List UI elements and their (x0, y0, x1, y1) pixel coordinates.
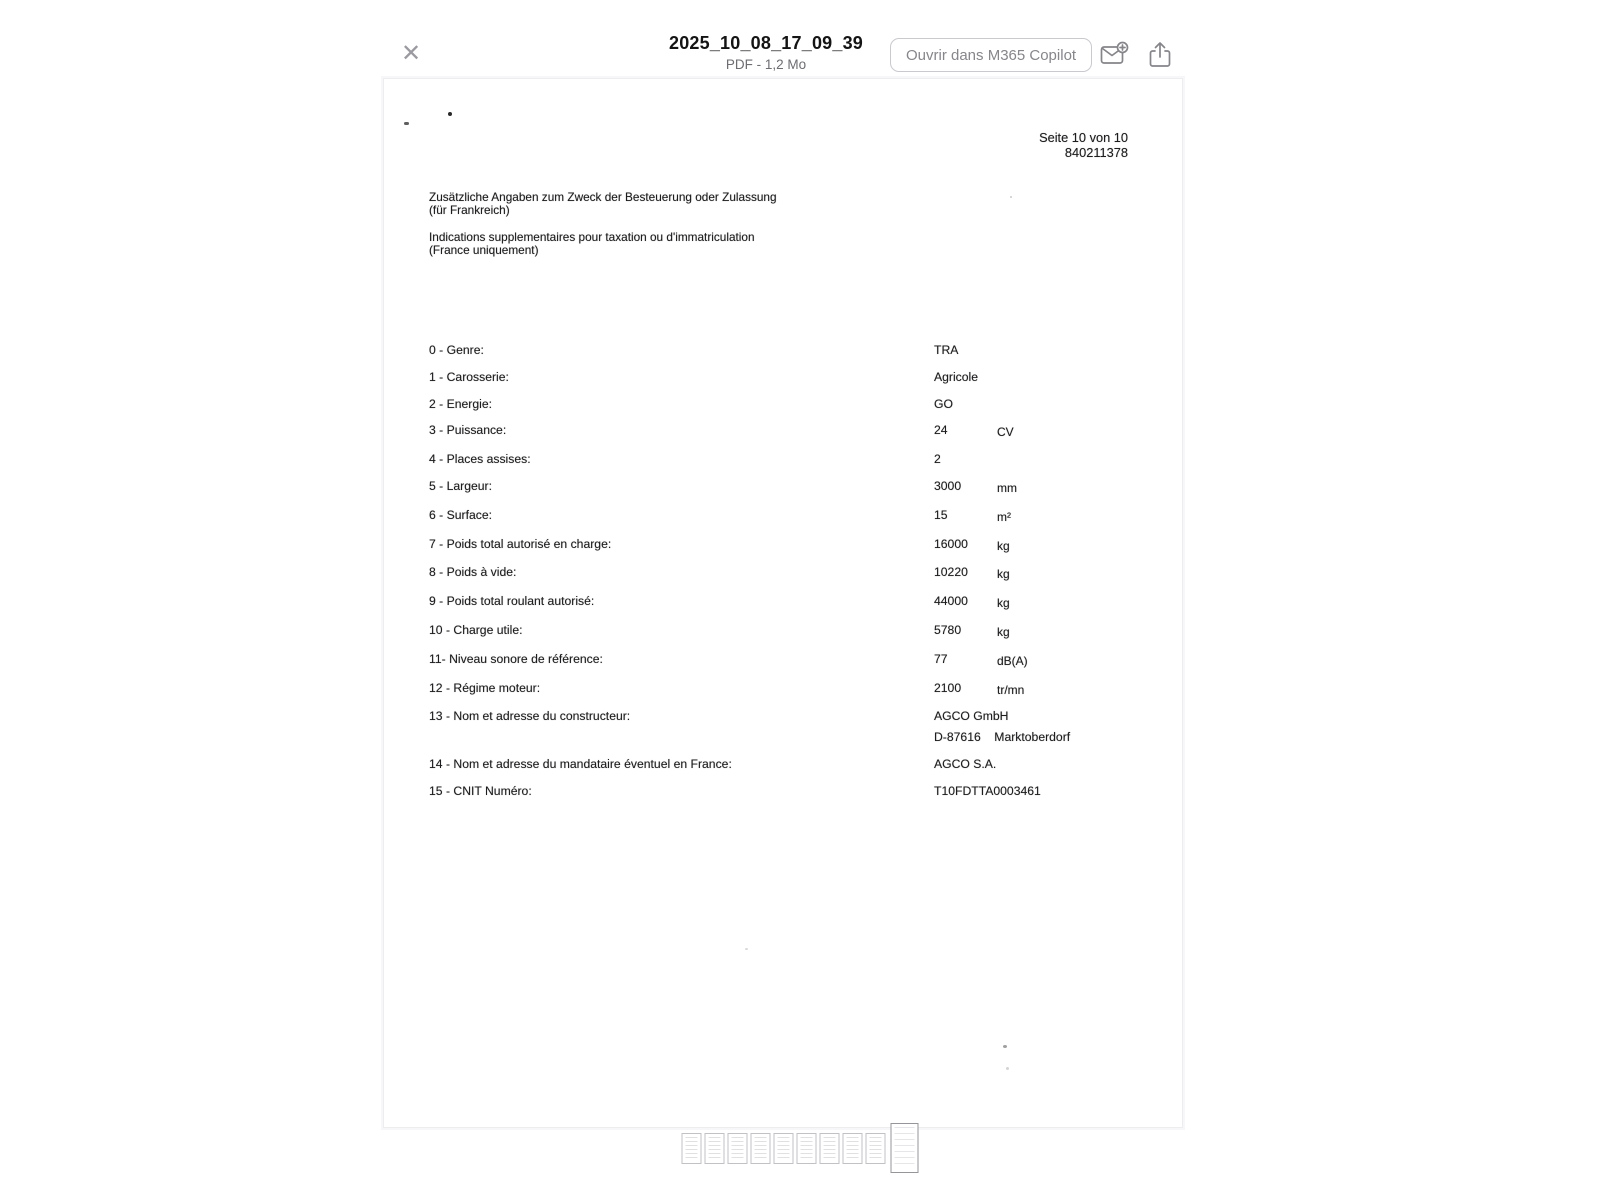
field-value-block (934, 537, 997, 551)
field-unit: kg (997, 596, 1010, 611)
field-value: 24 (934, 423, 948, 438)
field-value-block (934, 452, 997, 466)
field-label: 7 - Poids total autorisé en charge: (429, 536, 612, 551)
field-row (429, 565, 1149, 581)
title-block (669, 33, 863, 72)
field-value: 5780 (934, 622, 962, 637)
intro-german-line2: (für Frankreich) (429, 203, 510, 217)
intro-french-line2: (France uniquement) (429, 243, 539, 257)
page-thumbnail-3[interactable] (728, 1133, 748, 1164)
page-thumbnail-6[interactable] (797, 1133, 817, 1164)
field-value-block (934, 343, 997, 357)
page-thumbnail-10[interactable] (891, 1123, 919, 1173)
field-value: AGCO S.A. (934, 757, 997, 772)
intro-french-line1: Indications supplementaires pour taxation ou d'immatriculation (429, 230, 755, 244)
new-mail-icon[interactable] (1099, 40, 1129, 70)
field-row (429, 681, 1149, 697)
field-unit: dB(A) (997, 653, 1028, 668)
field-value: 77 (934, 651, 948, 666)
field-row (429, 652, 1149, 668)
pdf-page (383, 78, 1183, 1128)
field-value-line2: D-87616 Marktoberdorf (934, 730, 1071, 745)
thumbnail-strip (682, 1123, 919, 1173)
field-value: AGCO GmbH (934, 709, 1009, 724)
field-value-block (934, 783, 1041, 798)
field-value-block (934, 681, 997, 695)
document-title: 2025_10_08_17_09_39 (668, 33, 864, 53)
field-row (429, 537, 1149, 553)
intro-block (429, 191, 777, 257)
field-label: 4 - Places assises: (429, 452, 531, 467)
field-label: 8 - Poids à vide: (429, 565, 517, 580)
page-thumbnail-7[interactable] (820, 1133, 840, 1164)
field-row (429, 370, 1149, 384)
field-unit: kg (997, 624, 1010, 639)
field-label: 12 - Régime moteur: (429, 680, 541, 695)
field-label: 3 - Puissance: (429, 423, 507, 438)
field-label: 13 - Nom et adresse du constructeur: (429, 709, 631, 724)
field-row (429, 709, 1149, 744)
field-value-block (934, 594, 997, 608)
field-value: 16000 (934, 536, 968, 551)
field-row (429, 423, 1149, 439)
field-value: 10220 (934, 565, 968, 580)
field-label: 1 - Carosserie: (429, 369, 509, 384)
page-indicator (1039, 131, 1128, 160)
field-row (429, 757, 1149, 771)
open-in-copilot-button[interactable]: Ouvrir dans M365 Copilot (890, 38, 1092, 72)
field-value-block (934, 652, 997, 666)
field-value-block (934, 709, 1071, 745)
field-label: 14 - Nom et adresse du mandataire éventuel en France: (429, 757, 732, 772)
field-row (429, 343, 1149, 357)
field-value-block (934, 397, 997, 411)
page-thumbnail-1[interactable] (682, 1133, 702, 1164)
field-value: 44000 (934, 594, 968, 609)
scan-artifact (448, 112, 452, 116)
field-label: 10 - Charge utile: (429, 622, 523, 637)
field-value: GO (934, 396, 953, 411)
scan-artifact (1010, 196, 1012, 198)
field-value: TRA (934, 343, 959, 357)
field-value: 15 (934, 507, 948, 522)
field-value-block (934, 479, 997, 493)
scan-artifact (404, 122, 409, 125)
document-number: 840211378 (1064, 144, 1128, 160)
field-unit: CV (997, 425, 1014, 440)
field-value-block (934, 623, 997, 637)
page-thumbnail-9[interactable] (866, 1133, 886, 1164)
field-row (429, 479, 1149, 495)
field-unit: kg (997, 538, 1010, 553)
field-label: 9 - Poids total roulant autorisé: (429, 594, 595, 609)
page-thumbnail-2[interactable] (705, 1133, 725, 1164)
field-value: T10FDTTA0003461 (934, 783, 1041, 798)
field-value-block (934, 565, 997, 579)
field-label: 15 - CNIT Numéro: (429, 783, 532, 798)
field-row (429, 594, 1149, 610)
page-thumbnail-4[interactable] (751, 1133, 771, 1164)
field-value-block (934, 370, 997, 384)
field-unit: tr/mn (997, 682, 1025, 697)
field-row (429, 623, 1149, 639)
page-number-text: Seite 10 von 10 (1039, 130, 1128, 145)
field-row (429, 452, 1149, 466)
scan-artifact (1003, 1045, 1007, 1048)
field-label: 11- Niveau sonore de référence: (429, 651, 603, 666)
scan-artifact (745, 948, 748, 950)
intro-french (429, 231, 777, 257)
fields-list (429, 343, 1149, 811)
field-unit: m² (997, 509, 1011, 524)
field-value-block (934, 757, 997, 771)
field-label: 0 - Genre: (429, 343, 484, 357)
viewer-header (0, 0, 1600, 78)
share-icon[interactable] (1145, 40, 1175, 70)
field-label: 2 - Energie: (429, 396, 493, 411)
field-value-block (934, 508, 997, 522)
field-row (429, 397, 1149, 411)
field-label: 5 - Largeur: (429, 478, 493, 493)
scan-artifact (1006, 1067, 1009, 1070)
close-button[interactable]: ✕ (400, 40, 422, 67)
field-unit: mm (997, 480, 1017, 495)
field-label: 6 - Surface: (429, 507, 492, 522)
field-unit: kg (997, 567, 1010, 582)
page-thumbnail-8[interactable] (843, 1133, 863, 1164)
field-value-block (934, 423, 997, 437)
field-value: 2100 (934, 680, 962, 695)
intro-german (429, 191, 777, 217)
field-value: 2 (934, 452, 941, 467)
page-thumbnail-5[interactable] (774, 1133, 794, 1164)
field-value: 3000 (934, 478, 962, 493)
document-subtitle: PDF - 1,2 Mo (725, 57, 807, 72)
field-row (429, 508, 1149, 524)
intro-german-line1: Zusätzliche Angaben zum Zweck der Besteuerung oder Zulassung (429, 190, 777, 204)
field-row (429, 784, 1149, 798)
field-value: Agricole (934, 369, 979, 384)
